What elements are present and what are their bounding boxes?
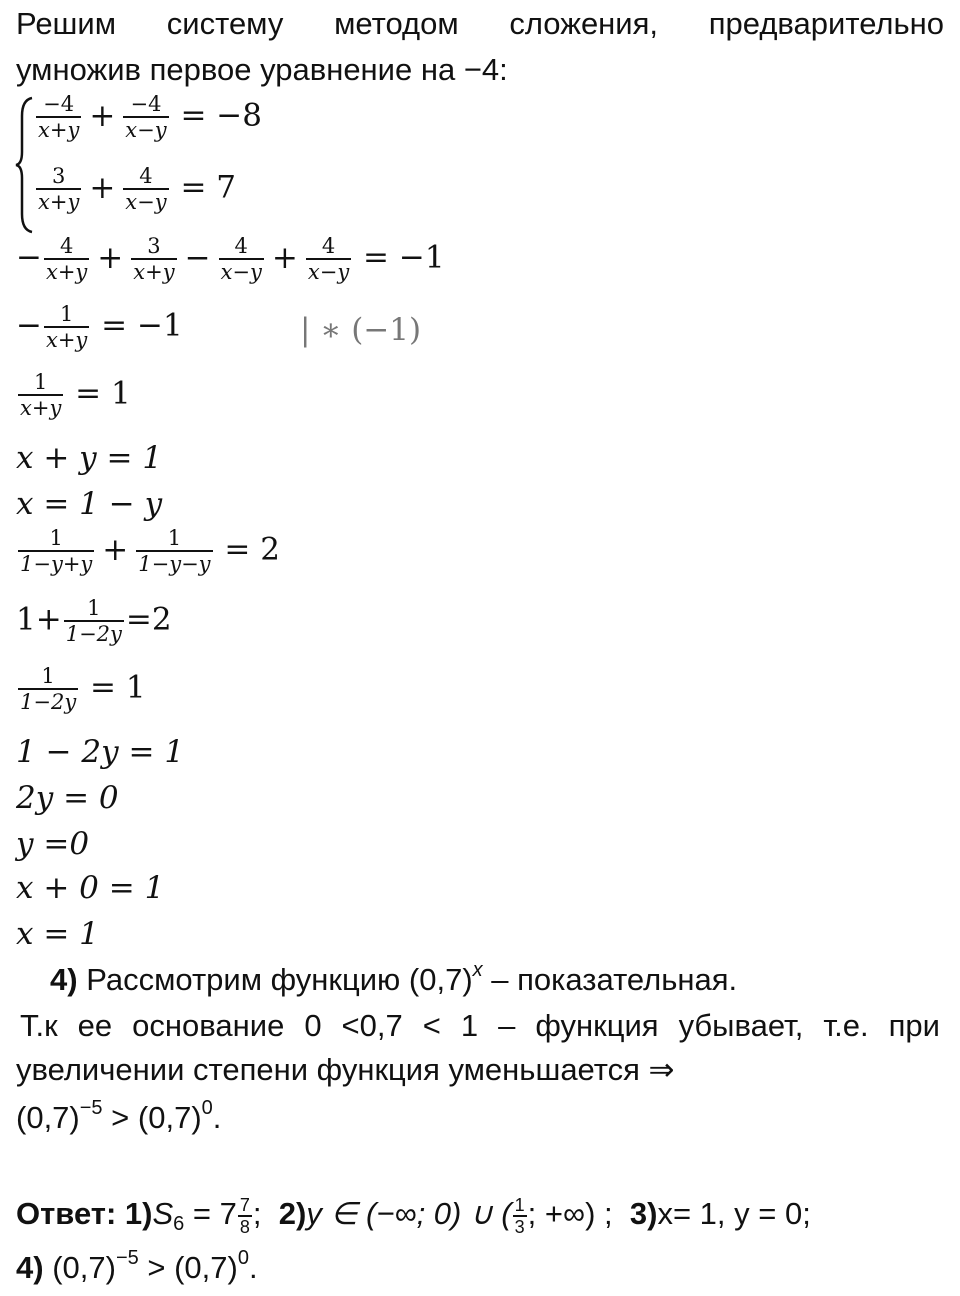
step-3: $\frac{1}{x+y}$ = 1 [20,370,131,420]
rhs: = 7 [180,169,237,206]
fraction: $\frac{-4}{x+y}$ [38,92,80,142]
system-equation-2: $\frac{3}{x+y}$ + $\frac{4}{x-y}$ = 7 [38,164,237,214]
part-4-line-1: 4) Рассмотрим функцию $(0,7)^x$ – показательная. [50,959,738,997]
step-4: x + y = 1 [16,440,163,476]
system-equation-1: $\frac{-4}{x+y}$ + $\frac{-4}{x-y}$ = −8 [38,92,262,142]
step-6: $\frac{1}{1-y+y}$ + $\frac{1}{1-y-y}$ = 2 [20,526,280,576]
system-brace [14,96,34,234]
step-5: x = 1 − y [16,486,163,522]
fraction: $\frac{-4}{x-y}$ [125,92,167,142]
step-8: $\frac{1}{1-2y}$ = 1 [20,664,146,714]
fraction: $\frac{4}{x-y}$ [125,164,167,214]
rhs: = −8 [180,97,262,134]
intro-line-2: умножив первое уравнение на −4: [16,52,508,87]
step-13: x = 1 [16,916,99,952]
step-11: y =0 [16,826,90,862]
answer-label: Ответ: [16,1196,117,1231]
fraction: $\frac{3}{x+y}$ [38,164,80,214]
step-1: − $\frac{4}{x+y}$ + $\frac{3}{x+y}$ − $\frac{4}{x-y}$ + $\frac{4}{x-y}$ = −1 [16,234,445,284]
multiplier-note: | ∗ (−1) [300,312,422,348]
answer-line-2: 4) $(0,7)^{-5} > (0,7)^0$. [16,1247,258,1285]
step-9: 1 − 2y = 1 [16,734,185,770]
intro-line-1: Решим систему методом сложения, предварительно [16,6,944,41]
part-4-line-3: увеличении степени функция уменьшается ⇒ [16,1052,675,1087]
part-4-inequality: $(0,7)^{-5} > (0,7)^0$. [16,1097,222,1135]
step-10: 2y = 0 [16,780,119,816]
step-2: − $\frac{1}{x+y}$ = −1 [16,302,183,352]
part-4-line-2: Т.к ее основание 0 <0,7 < 1 – функция убывает, т.е. при [20,1008,940,1043]
step-12: x + 0 = 1 [16,870,165,906]
step-7: 1+ $\frac{1}{1-2y}$ =2 [16,596,172,646]
answer-line-1: Ответ: $1)S_6 = 7$ $\frac{7}{8}$ ; 2)y ∈ (−∞; 0) ∪ ( $\frac{1}{3}$ ; +∞) ; 3)x= 1, y = 0; [16,1194,811,1237]
